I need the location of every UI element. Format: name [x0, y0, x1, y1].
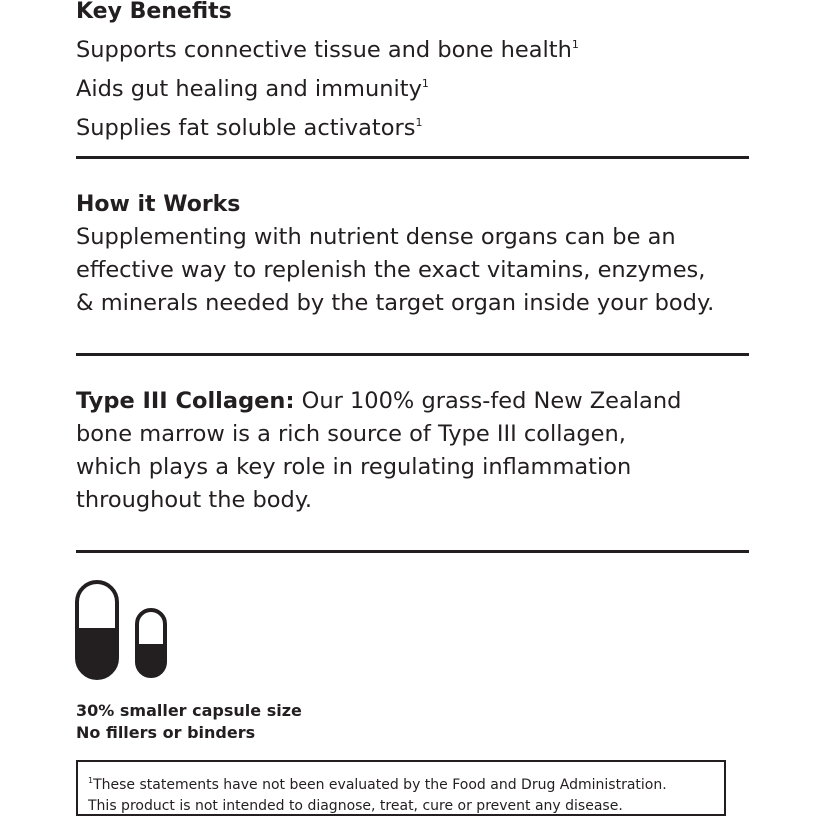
footnote-mark: 1 [415, 116, 423, 129]
key-benefits-heading: Key Benefits [76, 0, 232, 24]
collagen-section [76, 385, 756, 517]
collagen-text: Our 100% grass-fed New Zealand [294, 388, 682, 414]
divider [76, 156, 749, 159]
collagen-line: which plays a key role in regulating inflammation [76, 454, 632, 480]
how-it-works-heading: How it Works [76, 192, 241, 217]
collagen-line: throughout the body. [76, 487, 313, 513]
collagen-first-line [76, 385, 756, 418]
benefit-item [76, 106, 756, 145]
disclaimer-line: This product is not intended to diagnose, treat, cure or prevent any disease. [88, 798, 623, 814]
disclaimer-text: These statements have not been evaluated by the Food and Drug Administration. [93, 777, 667, 793]
footnote-mark: 1 [421, 77, 429, 90]
how-it-works-section [76, 189, 756, 320]
divider [76, 353, 749, 356]
how-it-works-line: & minerals needed by the target organ inside your body. [76, 290, 715, 316]
key-benefits-section [76, 0, 756, 145]
capsule-features [76, 700, 756, 744]
benefit-text: Aids gut healing and immunity [76, 76, 422, 102]
divider [76, 550, 749, 553]
capsule-feature: 30% smaller capsule size [76, 701, 302, 720]
how-it-works-line: effective way to replenish the exact vitamins, enzymes, [76, 257, 706, 283]
footnote-mark: 1 [88, 776, 94, 785]
capsule-size-icon [75, 580, 175, 686]
disclaimer-line [88, 770, 714, 796]
benefit-item [76, 28, 756, 67]
footnote-mark: 1 [571, 38, 579, 51]
fda-disclaimer-box [76, 760, 726, 816]
collagen-label: Type III Collagen: [76, 388, 295, 414]
benefit-text: Supports connective tissue and bone health [76, 37, 572, 63]
collagen-line: bone marrow is a rich source of Type III collagen, [76, 421, 626, 447]
how-it-works-line: Supplementing with nutrient dense organs can be an [76, 224, 676, 250]
benefit-text: Supplies fat soluble activators [76, 115, 416, 141]
capsule-feature: No fillers or binders [76, 723, 256, 742]
benefit-item [76, 67, 756, 106]
